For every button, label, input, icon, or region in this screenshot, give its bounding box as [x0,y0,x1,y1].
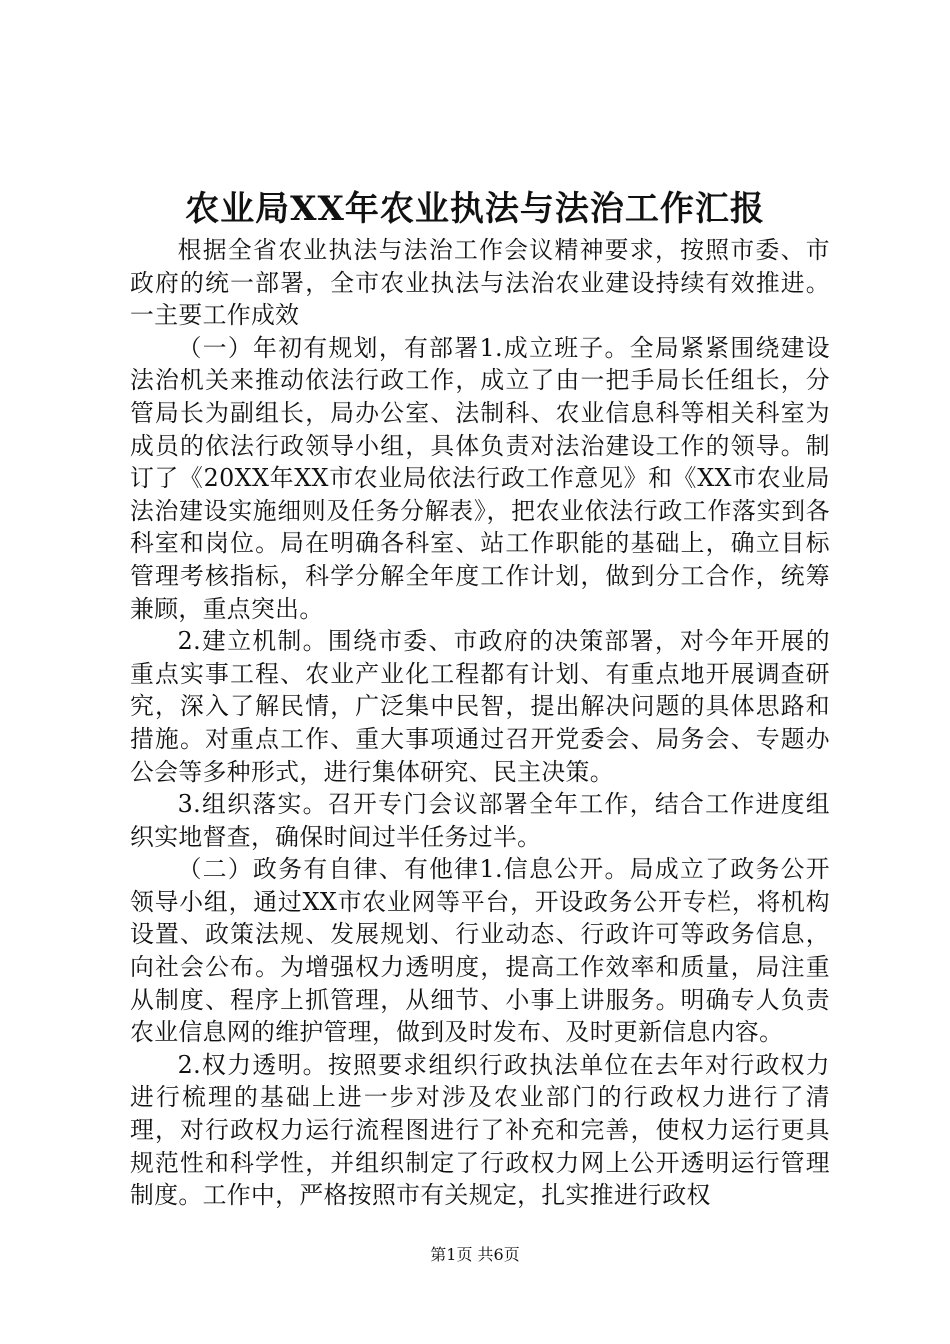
paragraph-item-3-implementation: 3.组织落实。召开专门会议部署全年工作，结合工作进度组织实地督查，确保时间过半任务过半。 [130,790,830,851]
paragraph-item-2-transparency: 2.权力透明。按照要求组织行政执法单位在去年对行政权力进行梳理的基础上进一步对涉及农业部门的行政权力进行了清理，对行政权力运行流程图进行了补充和完善，使权力运行更具规范性和科学性，并组织制定了行政权力网上公开透明运行管理制度。工作中，严格按照市有关规定，扎实推进行政权 [130,1050,830,1210]
paragraph-item-2-mechanism: 2.建立机制。围绕市委、市政府的决策部署，对今年开展的重点实事工程、农业产业化工程都有计划、有重点地开展调查研究，深入了解民情，广泛集中民智，提出解决问题的具体思路和措施。对重点工作、重大事项通过召开党委会、局务会、专题办公会等多种形式，进行集体研究、民主决策。 [130,627,830,786]
document-title: 农业局XX年农业执法与法治工作汇报 [185,189,765,229]
document-body [130,234,830,1212]
paragraph-section-2: （二）政务有自律、有他律1.信息公开。局成立了政务公开领导小组，通过XX市农业网等平台，开设政务公开专栏，将机构设置、政策法规、发展规划、行业动态、行政许可等政务信息，向社会公布。为增强权力透明度，提高工作效率和质量，局注重从制度、程序上抓管理，从细节、小事上讲服务。明确专人负责农业信息网的维护管理，做到及时发布、及时更新信息内容。 [130,855,830,1047]
paragraph-intro: 根据全省农业执法与法治工作会议精神要求，按照市委、市政府的统一部署，全市农业执法与法治农业建设持续有效推进。一主要工作成效 [130,236,830,330]
page-number-footer: 第1页 共6页 [430,1245,520,1264]
paragraph-section-1: （一）年初有规划，有部署1.成立班子。全局紧紧围绕建设法治机关来推动依法行政工作，成立了由一把手局长任组长，分管局长为副组长，局办公室、法制科、农业信息科等相关科室为成员的依法行政领导小组，具体负责对法治建设工作的领导。制订了《20XX年XX市农业局依法行政工作意见》和《XX市农业局法治建设实施细则及任务分解表》，把农业依法行政工作落实到各科室和岗位。局在明确各科室、站工作职能的基础上，确立目标管理考核指标，科学分解全年度工作计划，做到分工合作，统筹兼顾，重点突出。 [130,333,830,623]
